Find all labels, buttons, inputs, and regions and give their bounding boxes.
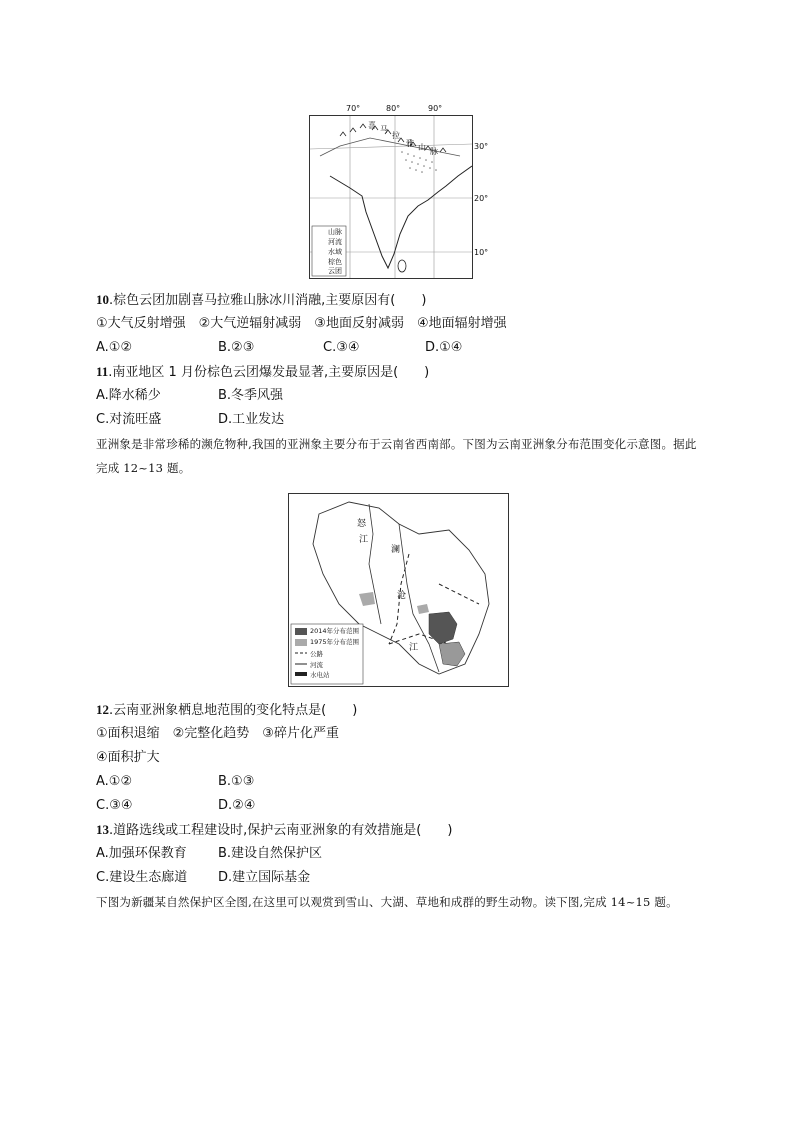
lon-label-80: 80° (386, 104, 401, 113)
q13-option-b[interactable]: B.建设自然保护区 (218, 846, 323, 861)
legend-brown: 棕色 (328, 258, 342, 266)
q11-option-c[interactable]: C.对流旺盛 (96, 412, 162, 427)
legend-river-2: 河流 (310, 661, 323, 669)
lat-label-30: 30° (474, 142, 489, 151)
lon-label-70: 70° (346, 104, 361, 113)
river-label-jiang-1: 江 (359, 535, 369, 545)
q11-option-b[interactable]: B.冬季风强 (218, 388, 284, 403)
q10-option-c[interactable]: C.③④ (323, 340, 360, 355)
q12-option-b[interactable]: B.①③ (218, 774, 255, 789)
legend-1975: 1975年分布范围 (310, 638, 360, 646)
q13-option-a[interactable]: A.加强环保教育 (96, 846, 187, 861)
q11-option-a[interactable]: A.降水稀少 (96, 388, 161, 403)
legend-hydropower: 水电站 (310, 671, 330, 679)
mountain-char-6: 脉 (430, 147, 438, 156)
mountain-char-2: 马 (380, 125, 388, 134)
legend-road: 公路 (310, 650, 323, 658)
river-label-jiang-2: 江 (409, 643, 419, 653)
intro-12-13: 亚洲象是非常珍稀的濒危物种,我国的亚洲象主要分布于云南省西南部。下图为云南亚洲象分布范围变化示意图。据此完成 12~13 题。 (96, 437, 697, 475)
q10-option-d[interactable]: D.①④ (425, 340, 463, 355)
river-label-cang: 沧 (397, 591, 407, 601)
river-label-lan: 澜 (391, 545, 401, 555)
question-12-statements-2: ④面积扩大 (96, 750, 160, 765)
lon-label-90: 90° (428, 104, 443, 113)
q10-option-a[interactable]: A.①② (96, 340, 133, 355)
yunnan-elephant-map (288, 493, 509, 687)
lat-label-10: 10° (474, 248, 489, 257)
q13-option-c[interactable]: C.建设生态廊道 (96, 870, 188, 885)
legend-mountain: 山脉 (328, 228, 342, 236)
legend-water: 水域 (328, 248, 342, 256)
mountain-char-5: 山 (418, 143, 426, 152)
question-10-stem: 10.棕色云团加剧喜马拉雅山脉冰川消融,主要原因有( ) (96, 292, 427, 308)
legend-cloud: 云团 (328, 267, 342, 275)
mountain-char-1: 喜 (368, 121, 376, 130)
legend-river: 河流 (328, 238, 342, 246)
mountain-char-4: 雅 (406, 139, 414, 148)
legend-2014: 2014年分布范围 (310, 627, 360, 635)
q11-option-d[interactable]: D.工业发达 (218, 412, 285, 427)
question-11-stem: 11.南亚地区 1 月份棕色云团爆发最显著,主要原因是( ) (96, 364, 430, 380)
q10-option-b[interactable]: B.②③ (218, 340, 255, 355)
q12-option-a[interactable]: A.①② (96, 774, 133, 789)
question-12-statements-1: ①面积退缩 ②完整化趋势 ③碎片化严重 (96, 726, 339, 741)
question-13-stem: 13.道路选线或工程建设时,保护云南亚洲象的有效措施是( ) (96, 822, 453, 838)
mountain-char-3: 拉 (392, 131, 400, 140)
lat-label-20: 20° (474, 194, 489, 203)
q12-option-c[interactable]: C.③④ (96, 798, 133, 813)
question-10-statements: ①大气反射增强 ②大气逆辐射减弱 ③地面反射减弱 ④地面辐射增强 (96, 316, 507, 331)
south-asia-map (309, 104, 489, 279)
question-12-stem: 12.云南亚洲象栖息地范围的变化特点是( ) (96, 702, 358, 718)
q13-option-d[interactable]: D.建立国际基金 (218, 870, 311, 885)
q12-option-d[interactable]: D.②④ (218, 798, 256, 813)
intro-14-15: 下图为新疆某自然保护区全图,在这里可以观赏到雪山、大湖、草地和成群的野生动物。读下图,完成 14~15 题。 (96, 895, 678, 909)
river-label-nu: 怒 (357, 519, 367, 529)
